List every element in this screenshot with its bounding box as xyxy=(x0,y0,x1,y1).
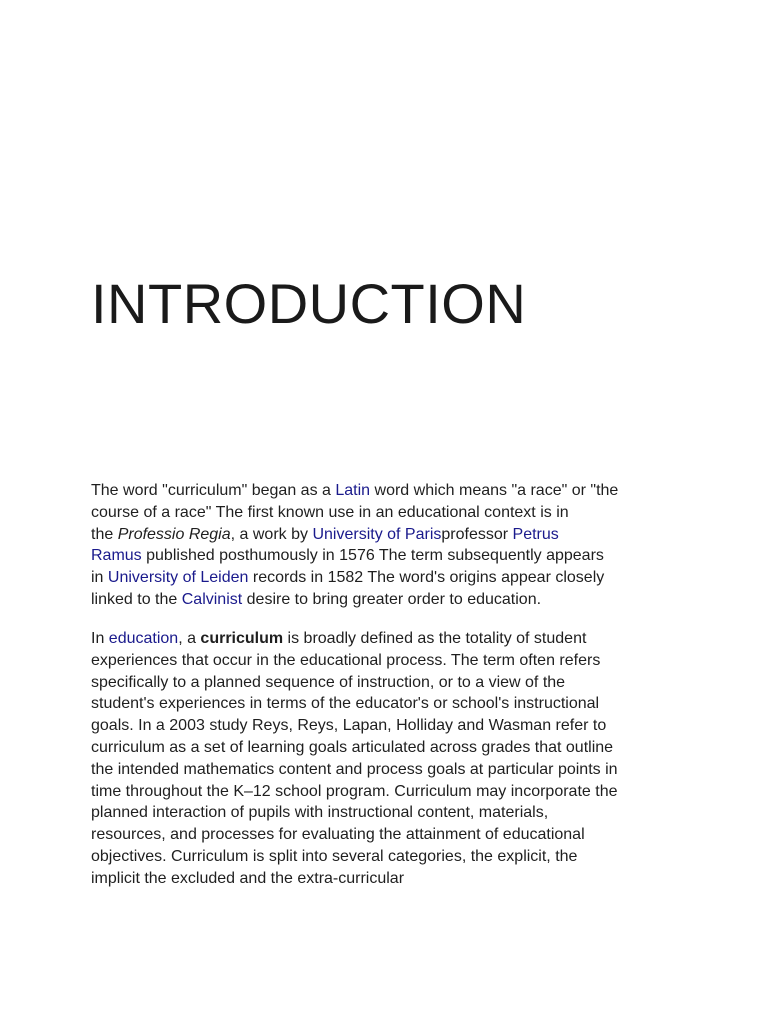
paragraph-text: word which means "a race" or "the course of a race" The first known use in an educational context is in the xyxy=(91,482,619,543)
link-latin[interactable]: Latin xyxy=(335,482,371,499)
paragraph-text: is broadly defined as the totality of student experiences that occur in the educational process. The term often refers specifically to a planned sequence of instruction, or to a view of the student's experiences in terms of the educator's or school's instructional goals. In a 2003 study Reys, Reys, Lapan, Holliday and Wasman refer to curriculum as a set of learning goals articulated across grades that outline the intended mathematics content and process goals at particular points in time throughout the K–12 school program. Curriculum may incorporate the planned interaction of pupils with instructional content, materials, resources, and processes for evaluating the attainment of educational objectives. Curriculum is split into several categories, the explicit, the implicit the excluded and the extra-curricular xyxy=(91,630,618,887)
link-calvinist[interactable]: Calvinist xyxy=(181,590,243,608)
paragraph-text: professor xyxy=(441,525,513,543)
paragraph-text: In xyxy=(91,630,109,647)
paragraph-text: , a xyxy=(178,630,201,647)
italic-professio-regia: Professio Regia xyxy=(117,525,231,543)
paragraph-text: desire to bring greater order to education. xyxy=(242,590,542,608)
paragraph-text: , a work by xyxy=(230,525,313,543)
link-university-of-paris[interactable]: University of Paris xyxy=(312,525,442,543)
bold-curriculum: curriculum xyxy=(200,630,284,647)
paragraph-etymology xyxy=(91,480,691,611)
paragraph-text: records in 1582 The word's origins appear closely linked to the xyxy=(91,569,605,608)
paragraph-text: The word "curriculum" began as a xyxy=(91,482,336,499)
link-petrus-ramus[interactable]: Petrus Ramus xyxy=(91,525,559,565)
link-university-of-leiden[interactable]: University of Leiden xyxy=(107,569,249,587)
paragraph-text: published posthumously in 1576 The term subsequently appears in xyxy=(91,547,604,587)
page-title: INTRODUCTION xyxy=(91,272,527,335)
paragraph-definition xyxy=(91,628,691,890)
link-education[interactable]: education xyxy=(108,630,179,647)
